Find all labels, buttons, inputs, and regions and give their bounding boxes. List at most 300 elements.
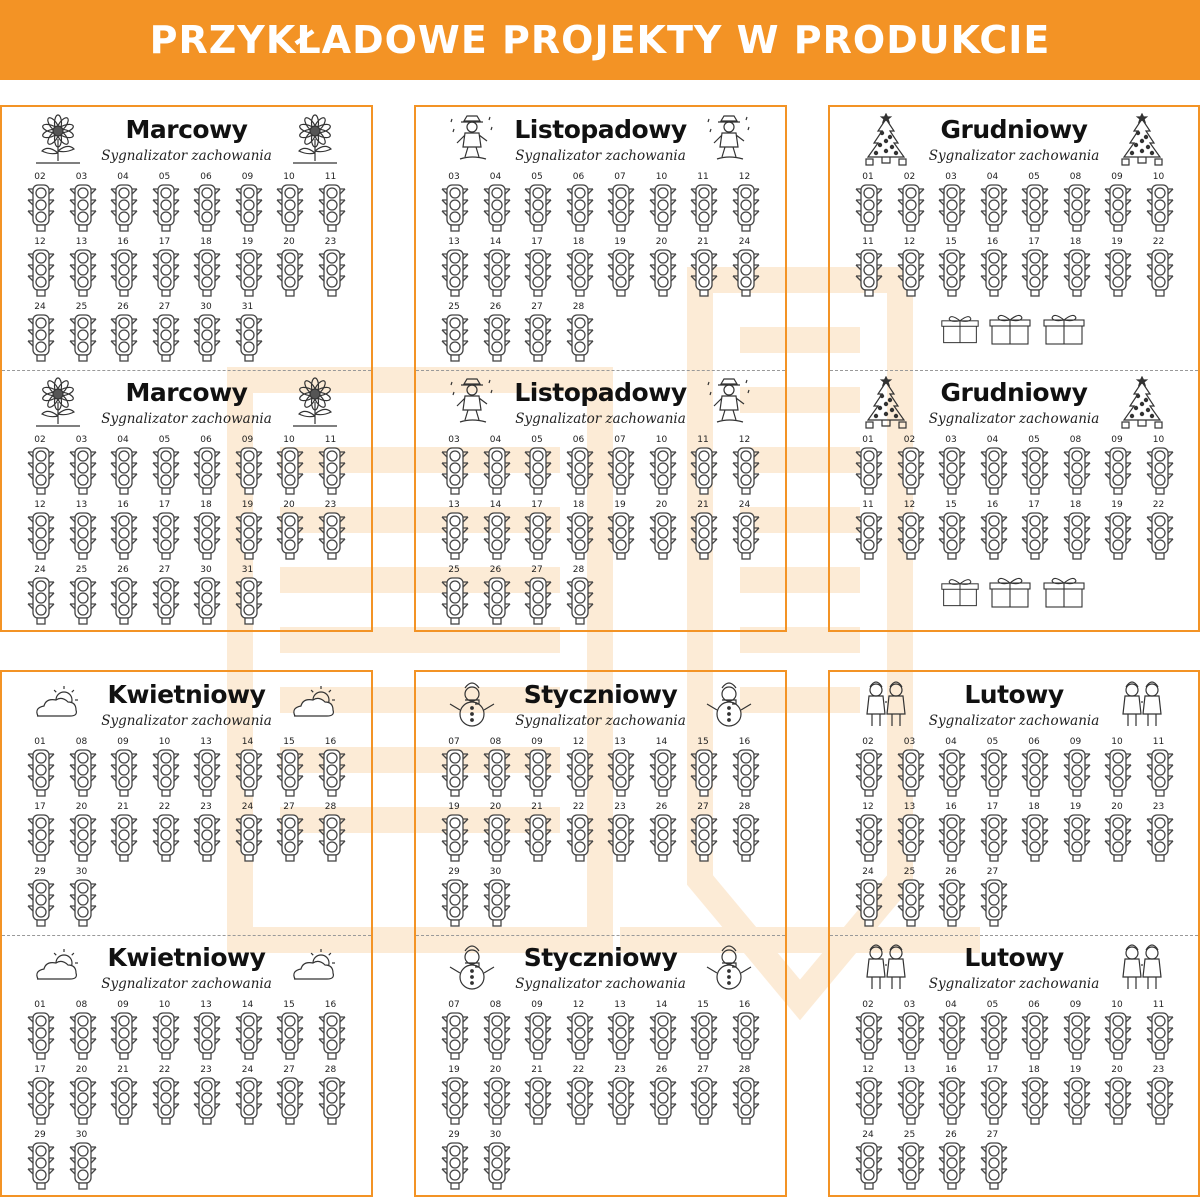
day-number: 14 xyxy=(241,737,254,747)
day-number: 20 xyxy=(75,1065,88,1075)
day-number: 27 xyxy=(283,1065,295,1075)
day-number: 31 xyxy=(241,302,254,312)
day-cell xyxy=(190,1000,222,1062)
traffic-light-icon xyxy=(152,313,180,363)
traffic-light-icon xyxy=(524,248,552,298)
day-number: 01 xyxy=(862,435,874,445)
gift-icon xyxy=(940,575,980,613)
day-number: 04 xyxy=(117,435,129,445)
traffic-light-icon xyxy=(897,446,925,496)
traffic-light-icon xyxy=(897,748,925,798)
traffic-light-icon xyxy=(69,248,97,298)
traffic-light-icon xyxy=(27,1011,55,1061)
traffic-light-icon xyxy=(152,813,180,863)
day-number: 21 xyxy=(531,802,543,812)
traffic-light-icon xyxy=(69,813,97,863)
traffic-light-icon xyxy=(980,183,1008,233)
traffic-light-icon xyxy=(980,248,1008,298)
day-number: 13 xyxy=(200,1000,212,1010)
day-cell xyxy=(563,1000,595,1062)
day-cell xyxy=(687,435,719,497)
day-cell xyxy=(935,867,967,929)
day-number: 17 xyxy=(34,1065,46,1075)
day-cell xyxy=(729,172,761,234)
day-cell xyxy=(977,435,1009,497)
day-number: 28 xyxy=(738,1065,751,1075)
day-cell xyxy=(190,302,222,364)
traffic-light-icon xyxy=(27,511,55,561)
day-number: 05 xyxy=(986,1000,999,1010)
planner-sheet xyxy=(416,935,785,1197)
traffic-light-icon xyxy=(855,511,883,561)
traffic-light-icon xyxy=(566,313,594,363)
day-cell xyxy=(315,802,347,864)
day-cell xyxy=(1143,435,1175,497)
day-number: 02 xyxy=(862,737,874,747)
day-cell xyxy=(480,500,512,562)
day-cell xyxy=(107,802,139,864)
day-number: 06 xyxy=(200,172,212,182)
day-cell xyxy=(1018,172,1050,234)
children-icon xyxy=(860,941,912,995)
day-number: 03 xyxy=(903,737,916,747)
traffic-light-icon xyxy=(276,248,304,298)
day-cell xyxy=(438,435,470,497)
day-number: 24 xyxy=(862,1130,874,1140)
day-cell xyxy=(852,435,884,497)
traffic-light-icon xyxy=(193,813,221,863)
header-banner xyxy=(0,0,1200,80)
day-cell xyxy=(190,435,222,497)
day-cell xyxy=(480,1130,512,1192)
sheet-subtitle: Sygnalizator zachowania xyxy=(928,148,1100,164)
day-number: 01 xyxy=(862,172,874,182)
traffic-light-icon xyxy=(1146,183,1174,233)
planner-sheet xyxy=(2,370,371,632)
traffic-light-icon xyxy=(152,446,180,496)
traffic-light-icon xyxy=(855,446,883,496)
traffic-light-icon xyxy=(524,1076,552,1126)
day-cell xyxy=(1101,237,1133,299)
day-number: 03 xyxy=(903,1000,916,1010)
day-number: 07 xyxy=(614,172,626,182)
day-number: 13 xyxy=(448,237,460,247)
day-number: 30 xyxy=(75,867,88,877)
day-cell xyxy=(149,172,181,234)
traffic-light-icon xyxy=(524,748,552,798)
day-cell xyxy=(894,1130,926,1192)
day-cell xyxy=(1143,237,1175,299)
traffic-light-icon xyxy=(110,446,138,496)
day-number: 21 xyxy=(531,1065,543,1075)
day-cell xyxy=(1143,802,1175,864)
traffic-light-icon xyxy=(193,313,221,363)
traffic-light-icon xyxy=(441,813,469,863)
day-cell xyxy=(935,737,967,799)
day-cell xyxy=(149,500,181,562)
day-number: 25 xyxy=(448,565,460,575)
day-number: 21 xyxy=(117,802,129,812)
day-cell xyxy=(107,737,139,799)
day-cell xyxy=(66,500,98,562)
traffic-light-icon xyxy=(566,183,594,233)
day-number: 11 xyxy=(862,500,874,510)
day-cell xyxy=(1060,435,1092,497)
day-number: 10 xyxy=(1152,435,1165,445)
day-cell xyxy=(1060,237,1092,299)
day-cell xyxy=(729,1065,761,1127)
day-number: 12 xyxy=(862,802,874,812)
traffic-light-icon xyxy=(483,313,511,363)
traffic-light-icon xyxy=(1104,1011,1132,1061)
day-number: 25 xyxy=(903,867,916,877)
day-number: 16 xyxy=(117,500,129,510)
day-number: 17 xyxy=(158,500,171,510)
day-number: 26 xyxy=(945,1130,957,1140)
day-number: 16 xyxy=(324,737,337,747)
traffic-light-icon xyxy=(235,813,263,863)
day-number: 13 xyxy=(200,737,212,747)
traffic-light-icon xyxy=(980,1076,1008,1126)
traffic-light-icon xyxy=(441,511,469,561)
traffic-light-icon xyxy=(732,446,760,496)
traffic-light-icon xyxy=(193,1011,221,1061)
day-cell xyxy=(521,1065,553,1127)
day-cell xyxy=(315,737,347,799)
traffic-light-icon xyxy=(1063,248,1091,298)
day-cell xyxy=(315,1000,347,1062)
day-number: 18 xyxy=(1069,237,1082,247)
traffic-light-icon xyxy=(649,248,677,298)
traffic-light-icon xyxy=(1021,248,1049,298)
day-cell xyxy=(852,867,884,929)
day-number: 26 xyxy=(945,867,957,877)
day-number: 13 xyxy=(75,237,88,247)
day-cell xyxy=(66,1130,98,1192)
day-cell xyxy=(24,1000,56,1062)
day-cell xyxy=(977,1000,1009,1062)
day-number: 17 xyxy=(158,237,171,247)
traffic-light-icon xyxy=(1021,183,1049,233)
day-cell xyxy=(438,802,470,864)
project-card-lutowy xyxy=(828,670,1200,1197)
day-number: 08 xyxy=(75,737,88,747)
sheet-title: Kwietniowy xyxy=(107,943,266,972)
day-cell xyxy=(1018,1000,1050,1062)
day-cell xyxy=(894,1065,926,1127)
traffic-light-icon xyxy=(110,1011,138,1061)
day-number: 15 xyxy=(283,1000,295,1010)
day-cell xyxy=(315,237,347,299)
day-number: 29 xyxy=(448,1130,460,1140)
day-number: 28 xyxy=(572,565,585,575)
traffic-light-icon xyxy=(483,1141,511,1191)
traffic-light-icon xyxy=(897,1011,925,1061)
traffic-light-icon xyxy=(318,248,346,298)
day-cell xyxy=(935,172,967,234)
day-number: 15 xyxy=(945,237,957,247)
day-cell xyxy=(107,172,139,234)
day-cell xyxy=(1060,500,1092,562)
day-cell xyxy=(1101,435,1133,497)
traffic-light-icon xyxy=(938,511,966,561)
flower-icon xyxy=(289,113,341,167)
day-cell xyxy=(24,172,56,234)
day-cell xyxy=(687,500,719,562)
day-cell xyxy=(190,565,222,627)
traffic-light-icon xyxy=(524,511,552,561)
traffic-light-icon xyxy=(1063,1011,1091,1061)
day-number: 04 xyxy=(117,172,129,182)
day-cell xyxy=(1018,435,1050,497)
day-number: 16 xyxy=(986,500,999,510)
day-cell xyxy=(273,1000,305,1062)
day-number: 17 xyxy=(531,500,543,510)
day-cell xyxy=(1143,500,1175,562)
sheet-subtitle: Sygnalizator zachowania xyxy=(928,713,1100,729)
day-number: 16 xyxy=(986,237,999,247)
day-cell xyxy=(480,802,512,864)
day-number: 07 xyxy=(448,1000,460,1010)
day-cell xyxy=(232,500,264,562)
day-cell xyxy=(894,867,926,929)
traffic-light-icon xyxy=(938,813,966,863)
traffic-light-icon xyxy=(235,1076,263,1126)
traffic-light-icon xyxy=(566,813,594,863)
day-cell xyxy=(687,737,719,799)
day-number: 21 xyxy=(697,237,709,247)
project-card-kwietniowy xyxy=(0,670,373,1197)
day-cell xyxy=(852,237,884,299)
day-number: 30 xyxy=(489,867,502,877)
day-cell xyxy=(149,302,181,364)
traffic-light-icon xyxy=(152,748,180,798)
day-number: 23 xyxy=(614,1065,626,1075)
traffic-light-icon xyxy=(235,1011,263,1061)
day-cell xyxy=(563,237,595,299)
sheet-subtitle: Sygnalizator zachowania xyxy=(928,976,1100,992)
day-cell xyxy=(687,172,719,234)
planner-sheet xyxy=(416,370,785,632)
day-cell xyxy=(190,1065,222,1127)
traffic-light-icon xyxy=(235,446,263,496)
day-cell xyxy=(977,1065,1009,1127)
day-number: 11 xyxy=(697,172,709,182)
day-cell xyxy=(687,237,719,299)
day-number: 09 xyxy=(117,737,129,747)
traffic-light-icon xyxy=(566,748,594,798)
traffic-light-icon xyxy=(235,248,263,298)
day-number: 15 xyxy=(697,1000,709,1010)
day-number: 27 xyxy=(531,302,543,312)
day-cell xyxy=(66,565,98,627)
day-number: 22 xyxy=(1152,500,1165,510)
traffic-light-icon xyxy=(1021,1076,1049,1126)
day-cell xyxy=(729,737,761,799)
day-cell xyxy=(438,302,470,364)
day-number: 11 xyxy=(862,237,874,247)
day-number: 07 xyxy=(614,435,626,445)
day-number: 13 xyxy=(614,1000,626,1010)
day-cell xyxy=(604,237,636,299)
traffic-light-icon xyxy=(855,183,883,233)
day-number: 09 xyxy=(531,737,543,747)
day-cell xyxy=(273,172,305,234)
day-number: 20 xyxy=(1111,1065,1123,1075)
day-number: 10 xyxy=(158,1000,171,1010)
day-number: 09 xyxy=(1111,172,1123,182)
day-cell xyxy=(604,500,636,562)
day-number: 14 xyxy=(655,1000,668,1010)
day-number: 10 xyxy=(283,172,295,182)
children-icon xyxy=(1116,941,1168,995)
day-cell xyxy=(480,737,512,799)
traffic-light-icon xyxy=(235,511,263,561)
day-number: 16 xyxy=(738,737,751,747)
sheet-title: Listopadowy xyxy=(514,378,687,407)
day-cell xyxy=(563,302,595,364)
traffic-light-icon xyxy=(690,1076,718,1126)
traffic-light-icon xyxy=(897,1141,925,1191)
day-number: 27 xyxy=(158,302,171,312)
day-cell xyxy=(66,802,98,864)
planner-sheet xyxy=(830,370,1198,632)
sheet-title: Grudniowy xyxy=(940,115,1088,144)
day-number: 14 xyxy=(241,1000,254,1010)
day-cell xyxy=(232,565,264,627)
traffic-light-icon xyxy=(566,446,594,496)
day-number: 11 xyxy=(1152,1000,1165,1010)
day-number: 09 xyxy=(241,435,254,445)
day-number: 12 xyxy=(738,435,751,445)
day-number: 30 xyxy=(200,302,212,312)
day-number: 18 xyxy=(572,237,585,247)
gift-row xyxy=(830,312,1198,350)
traffic-light-icon xyxy=(897,511,925,561)
traffic-light-icon xyxy=(1063,446,1091,496)
traffic-light-icon xyxy=(276,1011,304,1061)
traffic-light-icon xyxy=(483,1076,511,1126)
project-card-listopadowy xyxy=(414,105,787,632)
day-number: 25 xyxy=(75,565,88,575)
sun-cloud-icon xyxy=(289,941,341,995)
day-number: 12 xyxy=(862,1065,874,1075)
sheet-title: Marcowy xyxy=(125,115,248,144)
children-icon xyxy=(860,678,912,732)
traffic-light-icon xyxy=(607,183,635,233)
day-number: 13 xyxy=(448,500,460,510)
day-number: 17 xyxy=(34,802,46,812)
day-number: 27 xyxy=(531,565,543,575)
day-cell xyxy=(1018,802,1050,864)
day-number: 20 xyxy=(489,802,502,812)
day-number: 20 xyxy=(489,1065,502,1075)
day-cell xyxy=(604,802,636,864)
day-number: 23 xyxy=(1152,802,1165,812)
traffic-light-icon xyxy=(318,1076,346,1126)
day-cell xyxy=(935,1130,967,1192)
day-cell xyxy=(107,1065,139,1127)
day-number: 19 xyxy=(448,802,460,812)
traffic-light-icon xyxy=(690,1011,718,1061)
day-cell xyxy=(894,1000,926,1062)
traffic-light-icon xyxy=(980,1141,1008,1191)
traffic-light-icon xyxy=(897,248,925,298)
traffic-light-icon xyxy=(649,1076,677,1126)
day-number: 09 xyxy=(1111,435,1123,445)
sheet-title: Kwietniowy xyxy=(107,680,266,709)
day-cell xyxy=(852,1065,884,1127)
day-number: 14 xyxy=(655,737,668,747)
traffic-light-icon xyxy=(524,313,552,363)
gift-row xyxy=(830,575,1198,613)
traffic-light-icon xyxy=(441,446,469,496)
day-cell xyxy=(1101,172,1133,234)
traffic-light-icon xyxy=(441,878,469,928)
day-cell xyxy=(1143,172,1175,234)
christmas-tree-icon xyxy=(860,113,912,167)
day-number: 01 xyxy=(34,737,46,747)
day-number: 09 xyxy=(1069,737,1082,747)
traffic-light-icon xyxy=(27,248,55,298)
day-cell xyxy=(66,172,98,234)
traffic-light-icon xyxy=(276,446,304,496)
day-number: 19 xyxy=(241,500,254,510)
planner-sheet xyxy=(2,935,371,1197)
day-cell xyxy=(521,172,553,234)
traffic-light-icon xyxy=(566,1011,594,1061)
traffic-light-icon xyxy=(938,446,966,496)
traffic-light-icon xyxy=(110,1076,138,1126)
day-cell xyxy=(1018,1065,1050,1127)
day-cell xyxy=(480,1065,512,1127)
day-cell xyxy=(852,802,884,864)
planner-sheet xyxy=(830,107,1198,369)
day-cell xyxy=(438,172,470,234)
day-number: 12 xyxy=(572,1000,585,1010)
day-cell xyxy=(521,565,553,627)
traffic-light-icon xyxy=(732,183,760,233)
day-number: 03 xyxy=(945,172,957,182)
traffic-light-icon xyxy=(938,248,966,298)
day-cell xyxy=(273,500,305,562)
traffic-light-icon xyxy=(441,248,469,298)
day-number: 10 xyxy=(1111,1000,1123,1010)
day-cell xyxy=(438,1000,470,1062)
day-cell xyxy=(232,1065,264,1127)
traffic-light-icon xyxy=(980,511,1008,561)
day-cell xyxy=(190,802,222,864)
day-number: 20 xyxy=(283,500,295,510)
day-number: 15 xyxy=(283,737,295,747)
banner-title: PRZYKŁADOWE PROJEKTY W PRODUKCIE xyxy=(149,18,1051,62)
day-cell xyxy=(729,435,761,497)
planner-sheet xyxy=(2,672,371,934)
day-cell xyxy=(894,500,926,562)
day-number: 23 xyxy=(200,1065,212,1075)
traffic-light-icon xyxy=(276,813,304,863)
day-cell xyxy=(563,802,595,864)
day-cell xyxy=(24,500,56,562)
day-cell xyxy=(1060,737,1092,799)
day-number: 30 xyxy=(489,1130,502,1140)
day-number: 26 xyxy=(655,1065,668,1075)
traffic-light-icon xyxy=(855,878,883,928)
day-cell xyxy=(894,737,926,799)
day-cell xyxy=(646,737,678,799)
day-number: 10 xyxy=(655,435,668,445)
traffic-light-icon xyxy=(69,576,97,626)
